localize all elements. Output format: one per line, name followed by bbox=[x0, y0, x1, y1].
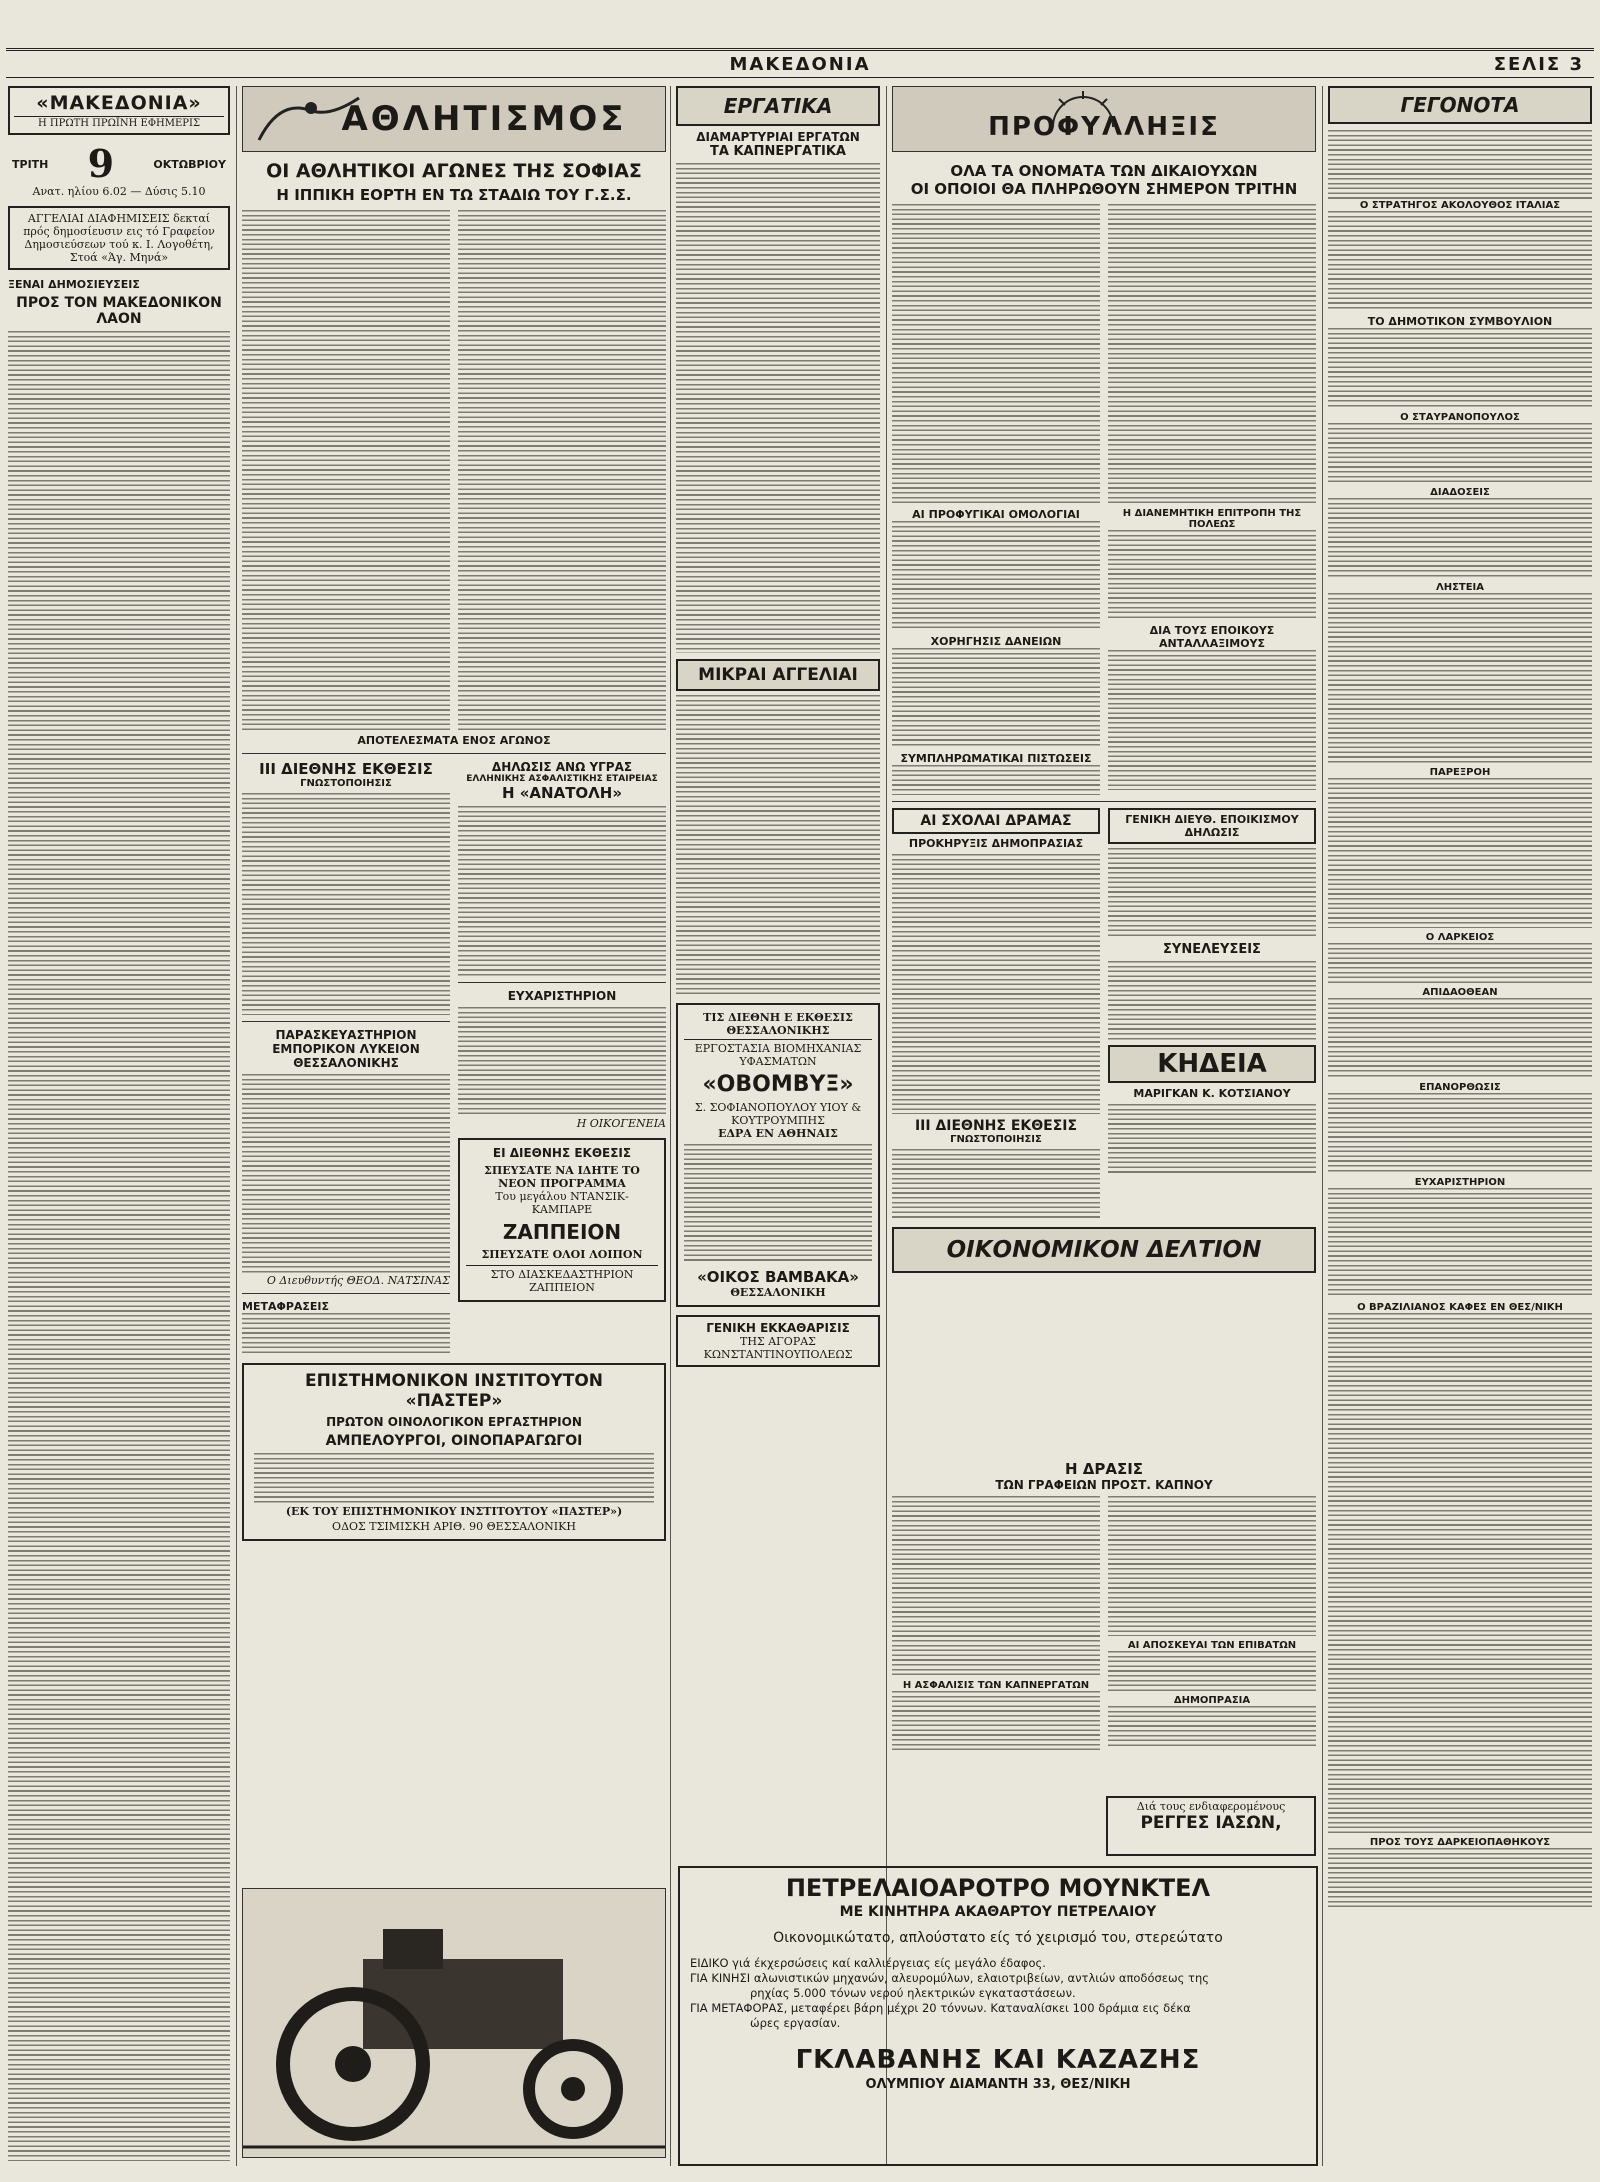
economy-sub: ΤΩΝ ΓΡΑΦΕΙΩΝ ΠΡΟΣΤ. ΚΑΠΝΟΥ bbox=[995, 1478, 1213, 1492]
life-title2: ΟΙ ΟΠΟΙΟΙ ΘΑ ΠΛΗΡΩΘΟΥΝ ΣΗΜΕΡΟΝ ΤΡΙΤΗΝ bbox=[910, 180, 1298, 198]
tractor-dealer: ΓΚΛΑΒΑΝΗΣ ΚΑΙ ΚΑΖΑΖΗΣ bbox=[795, 2045, 1201, 2075]
regges-ad bbox=[1106, 1796, 1316, 1856]
nameplate-title: «ΜΑΚΕΔΟΝΙΑ» bbox=[36, 92, 202, 114]
article-body-text bbox=[1328, 778, 1592, 928]
article-body-text bbox=[1328, 998, 1592, 1078]
pasteur-line2: ΑΜΠΕΛΟΥΡΓΟΙ, ΟΙΝΟΠΑΡΑΓΩΓΟΙ bbox=[325, 1433, 583, 1449]
schools-title: ΑΙ ΣΧΟΛΑΙ ΔΡΑΜΑΣ bbox=[920, 813, 1072, 829]
article-body-text bbox=[1328, 130, 1592, 200]
col4-lower-right bbox=[1108, 808, 1316, 1219]
classifieds-title: ΜΙΚΡΑΙ ΑΓΓΕΛΙΑΙ bbox=[676, 659, 880, 691]
month: ΟΚΤΩΒΡΙΟΥ bbox=[153, 157, 226, 171]
column-2 bbox=[242, 86, 666, 2166]
article-body-text bbox=[1328, 211, 1592, 311]
thanks-signed: Η ΟΙΚΟΓΕΝΕΙΑ bbox=[576, 1117, 666, 1130]
regges-name: ΡΕΓΓΕΣ ΙΑΣΩΝ, bbox=[1140, 1813, 1282, 1833]
liquidation-ad bbox=[676, 1315, 880, 1367]
economy-left bbox=[892, 1496, 1100, 1751]
zappeion-title: ΕΙ ΔΙΕΘΝΗΣ ΕΚΘΕΣΙΣ bbox=[492, 1146, 632, 1160]
article-body-text bbox=[892, 1149, 1100, 1219]
thanks-title: ΕΥΧΑΡΙΣΤΗΡΙΟΝ bbox=[507, 989, 617, 1003]
divider bbox=[892, 801, 1316, 802]
events-s4: ΔΙΑΔΟΣΕΙΣ bbox=[1430, 487, 1490, 498]
article-body-text bbox=[242, 210, 450, 730]
article-body-text bbox=[1108, 848, 1316, 938]
obomvex-place: ΘΕΣΣΑΛΟΝΙΚΗ bbox=[730, 1286, 826, 1299]
article-body-text bbox=[1108, 204, 1316, 504]
foreign-title: ΠΡΟΣ ΤΟΝ ΜΑΚΕΔΟΝΙΚΟΝ ΛΑΟΝ bbox=[16, 295, 222, 327]
exhibition2-title: III ΔΙΕΘΝΗΣ ΕΚΘΕΣΙΣ bbox=[914, 1118, 1078, 1134]
tractor-l2: ΓΙΑ ΚΙΝΗΣΙ αλωνιστικών μηχανών, αλευρομύλων, ελαιοτριβείων, αντλιών αποδόσεως της bbox=[690, 1971, 1209, 1985]
obomvex-sub: ΕΡΓΟΣΤΑΣΙΑ ΒΙΟΜΗΧΑΝΙΑΣ ΥΦΑΣΜΑΤΩΝ bbox=[694, 1042, 862, 1068]
article-body-text bbox=[1328, 423, 1592, 483]
economy-right bbox=[1108, 1496, 1316, 1751]
article-body-text bbox=[1328, 328, 1592, 408]
events-s10: ΕΥΧΑΡΙΣΤΗΡΙΟΝ bbox=[1414, 1177, 1506, 1188]
column-1 bbox=[8, 86, 230, 2166]
labor-title: ΔΙΑΜΑΡΤΥΡΙΑΙ ΕΡΓΑΤΩΝ bbox=[696, 130, 860, 144]
article-body-text bbox=[892, 648, 1100, 748]
nameplate-subtitle: Η ΠΡΩΤΗ ΠΡΩΪΝΗ ΕΦΗΜΕΡΙΣ bbox=[14, 116, 224, 129]
bonds-title: ΑΙ ΠΡΟΦΥΓΙΚΑΙ ΟΜΟΛΟΓΙΑΙ bbox=[912, 508, 1080, 521]
dateline bbox=[8, 141, 230, 186]
sports-sub2: ΑΠΟΤΕΛΕΣΜΑΤΑ ΕΝΟΣ ΑΓΩΝΟΣ bbox=[357, 734, 551, 747]
article-body-text bbox=[1328, 1093, 1592, 1173]
lower-two-columns bbox=[242, 760, 666, 1353]
article-body-text bbox=[1108, 961, 1316, 1041]
article-body-text bbox=[1328, 943, 1592, 983]
obomvex-ad bbox=[676, 1003, 880, 1307]
divider bbox=[242, 753, 666, 754]
article-body-text bbox=[242, 793, 450, 1015]
labor-header: ΕΡΓΑΤΙΚΑ bbox=[676, 86, 880, 126]
pasteur-ad bbox=[242, 1363, 666, 1541]
obomvex-name: «ΟΒΟΜΒΥΞ» bbox=[702, 1072, 854, 1097]
economy-article bbox=[892, 1460, 1316, 1790]
mutual-title: ΣΥΜΠΛΗΡΩΜΑΤΙΚΑΙ ΠΙΣΤΩΣΕΙΣ bbox=[900, 752, 1092, 765]
article-body-text bbox=[1108, 530, 1316, 620]
sports-article bbox=[242, 210, 666, 730]
ads-notice-box: ΑΓΓΕΛΙΑΙ ΔΙΑΦΗΜΙΣΕΙΣ δεκταί πρός δημοσίευσιν εις τό Γραφείον Δημοσιεύσεων τού κ. Ι. Λογοθέτη, Στοά «Άγ. Μηνά» bbox=[8, 206, 230, 270]
exhibition-title: III ΔΙΕΘΝΗΣ ΕΚΘΕΣΙΣ bbox=[259, 760, 433, 778]
events-s8: ΑΠΙΔΑΟΘΕΑΝ bbox=[1422, 987, 1498, 998]
economy-title: Η ΔΡΑΣΙΣ bbox=[1064, 1460, 1144, 1478]
tractor-l5: ώρες εργασίαν. bbox=[750, 2016, 841, 2030]
article-body-text bbox=[1328, 1313, 1592, 1833]
article-body-text bbox=[676, 163, 880, 653]
liquidation-sub: ΤΗΣ ΑΓΟΡΑΣ ΚΩΝΣΤΑΝΤΙΝΟΥΠΟΛΕΩΣ bbox=[703, 1335, 853, 1361]
events-s12: ΠΡΟΣ ΤΟΥΣ ΔΑΡΚΕΙΟΠΑΘΗΚΟΥΣ bbox=[1369, 1837, 1551, 1848]
exhibition2-sub: ΓΝΩΣΤΟΠΟΙΗΣΙΣ bbox=[950, 1134, 1042, 1145]
pasteur-title: ΕΠΙΣΤΗΜΟΝΙΚΟΝ ΙΝΣΤΙΤΟΥΤΟΝ bbox=[304, 1371, 603, 1391]
events-header: ΓΕΓΟΝΟΤΑ bbox=[1328, 86, 1592, 124]
tractor-sub: ΜΕ ΚΙΝΗΤΗΡΑ ΑΚΑΘΑΡΤΟΥ ΠΕΤΡΕΛΑΙΟΥ bbox=[839, 1904, 1157, 1920]
pasteur-addr: ΟΔΟΣ ΤΣΙΜΙΣΚΗ ΑΡΙΘ. 90 ΘΕΣΣΑΛΟΝΙΚΗ bbox=[332, 1520, 576, 1533]
article-body-text bbox=[8, 331, 230, 2161]
article-body-text bbox=[1328, 498, 1592, 578]
sports-header-illustration bbox=[242, 86, 666, 152]
exhibition-sub: ΓΝΩΣΤΟΠΟΙΗΣΙΣ bbox=[300, 778, 392, 789]
article-body-text bbox=[242, 1074, 450, 1274]
economy-columns bbox=[892, 1496, 1316, 1751]
article-body-text bbox=[458, 1007, 666, 1117]
article-body-text bbox=[892, 765, 1100, 795]
column-3 bbox=[676, 86, 880, 1456]
column-rule bbox=[886, 86, 887, 2166]
obomvex-city: ΕΔΡΑ ΕΝ ΑΘΗΝΑΙΣ bbox=[718, 1127, 838, 1140]
zappeion-footer: ΣΤΟ ΔΙΑΣΚΕΔΑΣΤΗΡΙΟΝ ΖΑΠΠΕΙΟΝ bbox=[466, 1265, 658, 1294]
article-body-text bbox=[242, 1313, 450, 1353]
tractor-icon bbox=[243, 1889, 666, 2158]
supply-sub: ΔΗΛΩΣΙΣ bbox=[1184, 826, 1240, 839]
zappeion-line1: ΣΠΕΥΣΑΤΕ ΝΑ ΙΔΗΤΕ ΤΟ ΝΕΟΝ ΠΡΟΓΡΑΜΜΑ bbox=[484, 1164, 640, 1190]
tractor-l1: ΕΙΔΙΚΟ γιά έκχερσώσεις καί καλλιέργειας είς μεγάλο έδαφος. bbox=[690, 1956, 1046, 1970]
schools-sub: ΠΡΟΚΗΡΥΞΙΣ ΔΗΜΟΠΡΑΣΙΑΣ bbox=[908, 837, 1084, 850]
aid-title: ΔΙΑ ΤΟΥΣ ΕΠΟΙΚΟΥΣ ΑΝΤΑΛΛΑΞΙΜΟΥΣ bbox=[1149, 624, 1275, 650]
obomvex-shop: «ΟΙΚΟΣ ΒΑΜΒΑΚΑ» bbox=[697, 1268, 859, 1286]
events-s3: Ο ΣΤΑΥΡΑΝΟΠΟΥΛΟΣ bbox=[1400, 412, 1520, 423]
page-number: ΣΕΛΙΣ 3 bbox=[1493, 53, 1584, 75]
zappeion-name: ΖΑΠΠΕΙΟΝ bbox=[502, 1220, 622, 1244]
regges-note: Διά τους ενδιαφερομένους bbox=[1136, 1800, 1286, 1813]
sun-times: Ανατ. ηλίου 6.02 — Δύσις 5.10 bbox=[32, 185, 206, 198]
article-body-text bbox=[1328, 1848, 1592, 1908]
funeral-name: ΜΑΡΙΓΚΑΝ Κ. ΚΟΤΣΙΑΝΟΥ bbox=[1133, 1087, 1291, 1100]
weekday: ΤΡΙΤΗ bbox=[12, 157, 49, 171]
article-body-text bbox=[1108, 650, 1316, 790]
column-rule bbox=[670, 86, 671, 2166]
economy-header: ΟΙΚΟΝΟΜΙΚΟΝ ΔΕΛΤΙΟΝ bbox=[892, 1227, 1316, 1273]
divider bbox=[242, 1021, 450, 1022]
sunrise-icon bbox=[1043, 89, 1123, 129]
col4-lower-left bbox=[892, 808, 1100, 1219]
column-4 bbox=[892, 86, 1316, 1456]
col4-lower bbox=[892, 808, 1316, 1219]
tractor-tagline: Οικονομικώτατο, απλούστατο είς τό χειρισμό του, στερεώτατο bbox=[773, 1930, 1223, 1946]
zappeion-line2: Του μεγάλου ΝΤΑΝΣΙΚ-ΚΑΜΠΑΡΕ bbox=[495, 1190, 629, 1216]
commerce-signed: Ο Διευθυντής ΘΕΟΔ. ΝΑΤΣΙΝΑΣ bbox=[266, 1274, 450, 1287]
article-body-text bbox=[1328, 593, 1592, 763]
classifieds-text bbox=[676, 695, 880, 995]
column-rule bbox=[236, 86, 237, 2166]
col2-left bbox=[242, 760, 450, 1353]
economy-more: Η ΑΣΦΑΛΙΣΙΣ ΤΩΝ ΚΑΠΝΕΡΓΑΤΩΝ bbox=[902, 1680, 1090, 1691]
tractor-addr: ΟΛΥΜΠΙΟΥ ΔΙΑΜΑΝΤΗ 33, ΘΕΣ/ΝΙΚΗ bbox=[865, 2077, 1131, 2092]
day-number: 9 bbox=[87, 141, 115, 186]
article-body-text bbox=[1108, 1496, 1316, 1636]
commerce-title: ΠΑΡΑΣΚΕΥΑΣΤΗΡΙΟΝ ΕΜΠΟΡΙΚΟΝ ΛΥΚΕΙΟΝ ΘΕΣΣΑΛΟΝΙΚΗΣ bbox=[272, 1028, 420, 1070]
tractor-ad bbox=[678, 1866, 1318, 2166]
events-s1: Ο ΣΤΡΑΤΗΓΟΣ ΑΚΟΛΟΥΘΟΣ ΙΤΑΛΙΑΣ bbox=[1359, 200, 1561, 211]
divider bbox=[242, 1293, 450, 1294]
column-rule bbox=[1322, 86, 1323, 2166]
obomvex-owner: Σ. ΣΟΦΙΑΝΟΠΟΥΛΟΥ ΥΙΟΥ & ΚΟΥΤΡΟΥΜΠΗΣ bbox=[694, 1101, 862, 1127]
article-body-text bbox=[458, 210, 666, 730]
athlete-icon bbox=[249, 90, 369, 150]
life-header: ΠΡΟΦΥΛΛΗΞΙΣ bbox=[988, 112, 1220, 142]
tractor-title: ΠΕΤΡΕΛΑΙΟΑΡΟΤΡΟ ΜΟΥΝΚΤΕΛ bbox=[785, 1874, 1211, 1902]
tractor-l3: ρηχίας 5.000 τόνων νερού ηλεκτρικών εγκαταστάσεων. bbox=[750, 1986, 1076, 2000]
economy-more3: ΔΗΜΟΠΡΑΣΙΑ bbox=[1173, 1695, 1251, 1706]
events-s2: ΤΟ ΔΗΜΟΤΙΚΟΝ ΣΥΜΒΟΥΛΙΟΝ bbox=[1367, 315, 1553, 328]
events-s11: Ο ΒΡΑΖΙΛΙΑΝΟΣ ΚΑΦΕΣ ΕΝ ΘΕΣ/ΝΙΚΗ bbox=[1357, 1302, 1563, 1313]
funeral-title: ΚΗΔΕΙΑ bbox=[1108, 1045, 1316, 1083]
sports-subtitle: Η ΙΠΠΙΚΗ ΕΟΡΤΗ ΕΝ ΤΩ ΣΤΑΔΙΩ ΤΟΥ Γ.Σ.Σ. bbox=[276, 186, 632, 204]
article-body-text bbox=[458, 806, 666, 976]
col2-right bbox=[458, 760, 666, 1353]
life-article bbox=[892, 204, 1316, 795]
provision-title: Η ΔΙΑΝΕΜΗΤΙΚΗ ΕΠΙΤΡΟΠΗ ΤΗΣ ΠΟΛΕΩΣ bbox=[1122, 508, 1302, 530]
article-body-text bbox=[892, 1691, 1100, 1751]
masthead bbox=[6, 48, 1594, 78]
supply-box bbox=[1108, 808, 1316, 844]
events-s6: ΠΑΡΕΞΡΟΗ bbox=[1429, 767, 1491, 778]
sports-title: ΟΙ ΑΘΛΗΤΙΚΟΙ ΑΓΩΝΕΣ ΤΗΣ ΣΟΦΙΑΣ bbox=[266, 160, 642, 182]
pasteur-line3: (ΕΚ ΤΟΥ ΕΠΙΣΤΗΜΟΝΙΚΟΥ ΙΝΣΤΙΤΟΥΤΟΥ «ΠΑΣΤΕΡ») bbox=[285, 1505, 623, 1518]
insurance-sub: ΕΛΛΗΝΙΚΗΣ ΑΣΦΑΛΙΣΤΙΚΗΣ ΕΤΑΙΡΕΙΑΣ bbox=[466, 774, 658, 784]
article-body-text bbox=[1108, 1706, 1316, 1746]
life-title1: ΟΛΑ ΤΑ ΟΝΟΜΑΤΑ ΤΩΝ ΔΙΚΑΙΟΥΧΩΝ bbox=[950, 162, 1258, 180]
col4-left bbox=[892, 204, 1100, 795]
tractor-specs bbox=[690, 1956, 1306, 2031]
tractor-illustration bbox=[242, 1888, 666, 2158]
zappeion-line3: ΣΠΕΥΣΑΤΕ ΟΛΟΙ ΛΟΙΠΟΝ bbox=[481, 1248, 643, 1261]
insurance-title: ΔΗΛΩΣΙΣ ΑΝΩ ΥΓΡΑΣ bbox=[491, 760, 633, 774]
liquidation-title: ΓΕΝΙΚΗ ΕΚΚΑΘΑΡΙΣΙΣ bbox=[706, 1321, 850, 1335]
grants-title: ΧΟΡΗΓΗΣΙΣ ΔΑΝΕΙΩΝ bbox=[930, 635, 1062, 648]
tractor-l4: ΓΙΑ ΜΕΤΑΦΟΡΑΣ, μεταφέρει βάρη μέχρι 20 τόννων. Καταναλίσκει 100 δράμια εις δέκα bbox=[690, 2001, 1191, 2015]
article-body-text bbox=[892, 854, 1100, 1114]
article-body-text bbox=[1108, 1651, 1316, 1691]
labor-sub: ΤΑ ΚΑΠΝΕΡΓΑΤΙΚΑ bbox=[710, 144, 846, 159]
article-body-text bbox=[254, 1453, 654, 1503]
masthead-title: ΜΑΚΕΔΟΝΙΑ bbox=[729, 53, 871, 75]
article-body-text bbox=[1108, 1104, 1316, 1174]
obomvex-top: ΤΙΣ ΔΙΕΘΝΗ Ε ΕΚΘΕΣΙΣ ΘΕΣΣΑΛΟΝΙΚΗΣ bbox=[684, 1011, 872, 1040]
article-body-text bbox=[684, 1144, 872, 1264]
meetings-title: ΣΥΝΕΛΕΥΣΕΙΣ bbox=[1163, 942, 1261, 957]
article-body-text bbox=[892, 521, 1100, 631]
events-s9: ΕΠΑΝΟΡΘΩΣΙΣ bbox=[1419, 1082, 1501, 1093]
col4-right bbox=[1108, 204, 1316, 795]
events-s5: ΛΗΣΤΕΙΑ bbox=[1435, 582, 1485, 593]
events-s7: Ο ΛΑΡΚΕΙΟΣ bbox=[1425, 932, 1495, 943]
pasteur-line1: ΠΡΩΤΟΝ ΟΙΝΟΛΟΓΙΚΟΝ ΕΡΓΑΣΤΗΡΙΟΝ bbox=[326, 1415, 582, 1429]
schools-box bbox=[892, 808, 1100, 834]
foreign-kicker: ΞΕΝΑΙ ΔΗΜΟΣΙΕΥΣΕΙΣ bbox=[8, 278, 140, 291]
column-5 bbox=[1328, 86, 1592, 2166]
newspaper-page bbox=[6, 8, 1594, 2176]
zappeion-ad bbox=[458, 1138, 666, 1302]
article-body-text bbox=[892, 204, 1100, 504]
sports-header: ΑΘΛΗΤΙΣΜΟΣ bbox=[341, 99, 627, 139]
article-body-text bbox=[1328, 1188, 1592, 1298]
divider bbox=[458, 982, 666, 983]
pasteur-name: «ΠΑΣΤΕΡ» bbox=[405, 1391, 503, 1411]
translations-title: ΜΕΤΑΦΡΑΣΕΙΣ bbox=[242, 1300, 330, 1313]
supply-title: ΓΕΝΙΚΗ ΔΙΕΥΘ. ΕΠΟΙΚΙΣΜΟΥ bbox=[1125, 813, 1299, 826]
nameplate bbox=[8, 86, 230, 135]
life-header-illustration bbox=[892, 86, 1316, 152]
economy-more2: ΑΙ ΑΠΟΣΚΕΥΑΙ ΤΩΝ ΕΠΙΒΑΤΩΝ bbox=[1127, 1640, 1297, 1651]
article-body-text bbox=[892, 1496, 1100, 1676]
insurance-name: Η «ΑΝΑΤΟΛΗ» bbox=[501, 784, 623, 802]
